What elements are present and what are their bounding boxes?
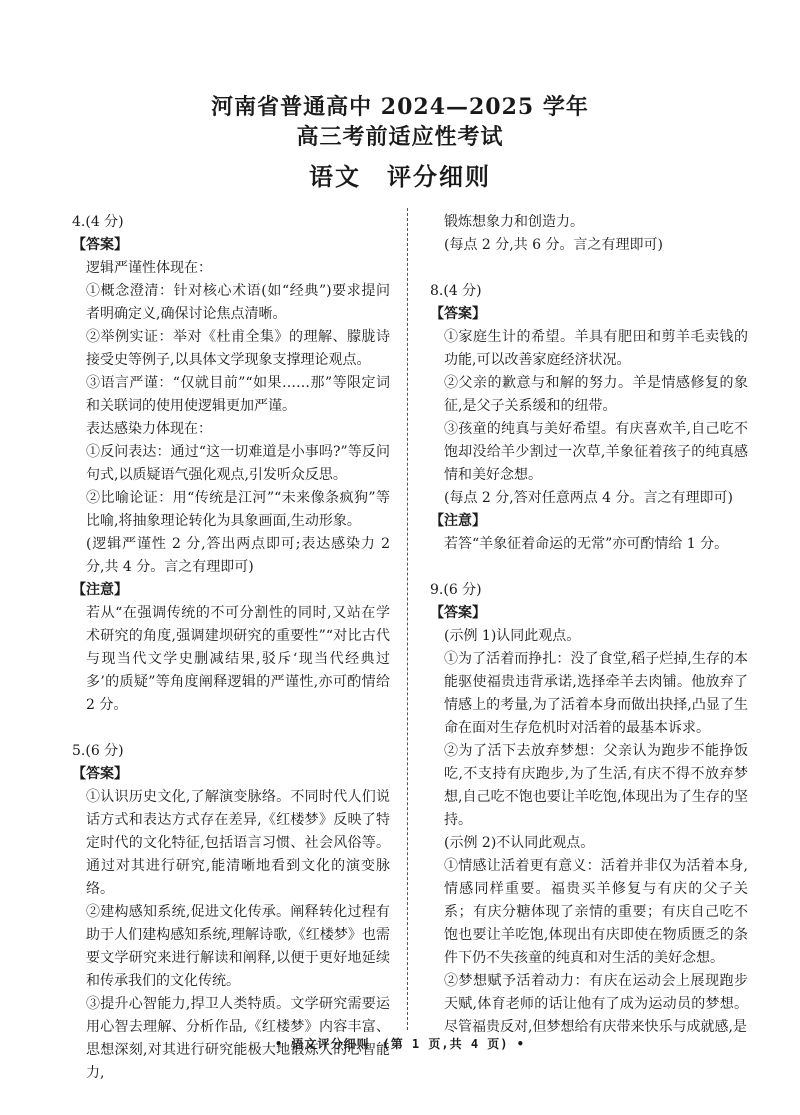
paragraph: 若从“在强调传统的不可分割性的同时,又站在学术研究的角度,强调建坝研究的重要性”“对比古代与现当代文学史删减结果,驳斥‘现当代经典过多’的质疑”等角度阐释逻辑的严谨性,亦可酌情给 2 分。 [86,605,390,713]
paragraph: ②为了活下去放弃梦想：父亲认为跑步不能挣饭吃,不支持有庆跑步,为了生活,有庆不得不放弃梦想,自己吃不饱也要让羊吃饱,体现出为了生存的坚持。 [444,743,748,828]
page-footer: • 语文评分细则 (第 1 页,共 4 页) • [275,1037,525,1051]
paragraph: (每点 2 分,共 6 分。言之有理即可) [444,237,663,253]
section-gap [430,257,748,280]
paragraph: ①家庭生计的希望。羊具有肥田和剪羊毛卖钱的功能,可以改善家庭经济状况。 [444,329,748,368]
paragraph: ③孩童的纯真与美好希望。有庆喜欢羊,自己吃不饱却没给羊少割过一次草,羊象征着孩子的纯真感情和美好念想。 [444,421,748,483]
paragraph: ②比喻论证：用“传统是江河”“未来像条疯狗”等比喻,将抽象理论转化为具象画面,生动形象。 [86,490,390,529]
question-heading: 8.(4 分) [430,283,482,299]
paragraph: ①反问表达：通过“这一切难道是小事吗?”等反问句式,以质疑语气强化观点,引发听众反思。 [86,444,390,483]
document-title: 河南省普通高中 2024—2025 学年 [211,94,589,120]
paragraph: ③提升心智能力,捍卫人类特质。文学研究需要运用心智去理解、分析作品,《红楼梦》内容丰富、思想深刻,对其进行研究能极大地锻炼人的心智能力, [86,996,390,1081]
paragraph: ①认识历史文化,了解演变脉络。不同时代人们说话方式和表达方式存在差异,《红楼梦》反映了特定时代的文化特征,包括语言习惯、社会风俗等。通过对其进行研究,能清晰地看到文化的演变脉络。 [86,789,390,897]
paragraph: ②父亲的歉意与和解的努力。羊是情感修复的象征,是父子关系缓和的纽带。 [444,375,748,414]
section-gap [430,556,748,579]
paragraph: (示例 2)不认同此观点。 [444,835,595,851]
section-gap [72,717,390,740]
paragraph: ②梦想赋予活着动力：有庆在运动会上展现跑步天赋,体育老师的话让他有了成为运动员的梦想。尽管福贵反对,但梦想给有庆带来快乐与成就感,是 [444,973,748,1035]
left-column [72,211,390,1085]
document-title-line2: 高三考前适应性考试 [296,124,504,150]
paragraph: (示例 1)认同此观点。 [444,628,581,644]
paragraph: 若答“羊象征着命运的无常”亦可酌情给 1 分。 [444,536,729,552]
paragraph: ①为了活着而挣扎：没了食堂,稻子烂掉,生存的本能驱使福贵违背承诺,选择牵羊去肉铺。他放弃了情感上的考量,为了活着本身而做出抉择,凸显了生命在面对生存危机时对活着的最基本诉求。 [444,651,748,736]
paragraph: (每点 2 分,答对任意两点 4 分。言之有理即可) [444,490,733,506]
question-heading: 4.(4 分) [72,214,124,230]
paragraph: ②举例实证：举对《杜甫全集》的理解、朦胧诗接受史等例子,以具体文学现象支撑理论观点。 [86,329,390,368]
paragraph: 逻辑严谨性体现在： [86,260,212,276]
paragraph: ②建构感知系统,促进文化传承。阐释转化过程有助于人们建构感知系统,理解诗歌,《红楼梦》也需要文学研究来进行解读和阐释,以便于更好地延续和传承我们的文化传统。 [86,904,390,989]
question-heading: 5.(6 分) [72,743,124,759]
section-tag: 【答案】 [72,766,128,782]
document-subtitle: 语文 评分细则 [309,162,491,191]
paragraph: 锻炼想象力和创造力。 [444,214,584,230]
paragraph: 表达感染力体现在： [86,421,212,437]
section-tag: 【注意】 [72,582,128,598]
right-column [430,211,748,1039]
paragraph: (逻辑严谨性 2 分,答出两点即可;表达感染力 2 分,共 4 分。言之有理即可) [86,536,390,575]
paragraph: ①情感让活着更有意义：活着并非仅为活着本身,情感同样重要。福贵买羊修复与有庆的父子关系；有庆分糖体现了亲情的重要；有庆自己吃不饱也要让羊吃饱,体现出有庆即使在物质匮乏的条件下仍不失孩童的纯真和对生活的美好念想。 [444,858,748,966]
section-tag: 【答案】 [72,237,128,253]
section-tag: 【注意】 [430,513,486,529]
paragraph: ①概念澄清：针对核心术语(如“经典”)要求提问者明确定义,确保讨论焦点清晰。 [86,283,390,322]
section-tag: 【答案】 [430,605,486,621]
column-divider [407,208,408,1030]
paragraph: ③语言严谨：“仅就目前”“如果……那”等限定词和关联词的使用使逻辑更加严谨。 [86,375,390,414]
section-tag: 【答案】 [430,306,486,322]
question-heading: 9.(6 分) [430,582,482,598]
